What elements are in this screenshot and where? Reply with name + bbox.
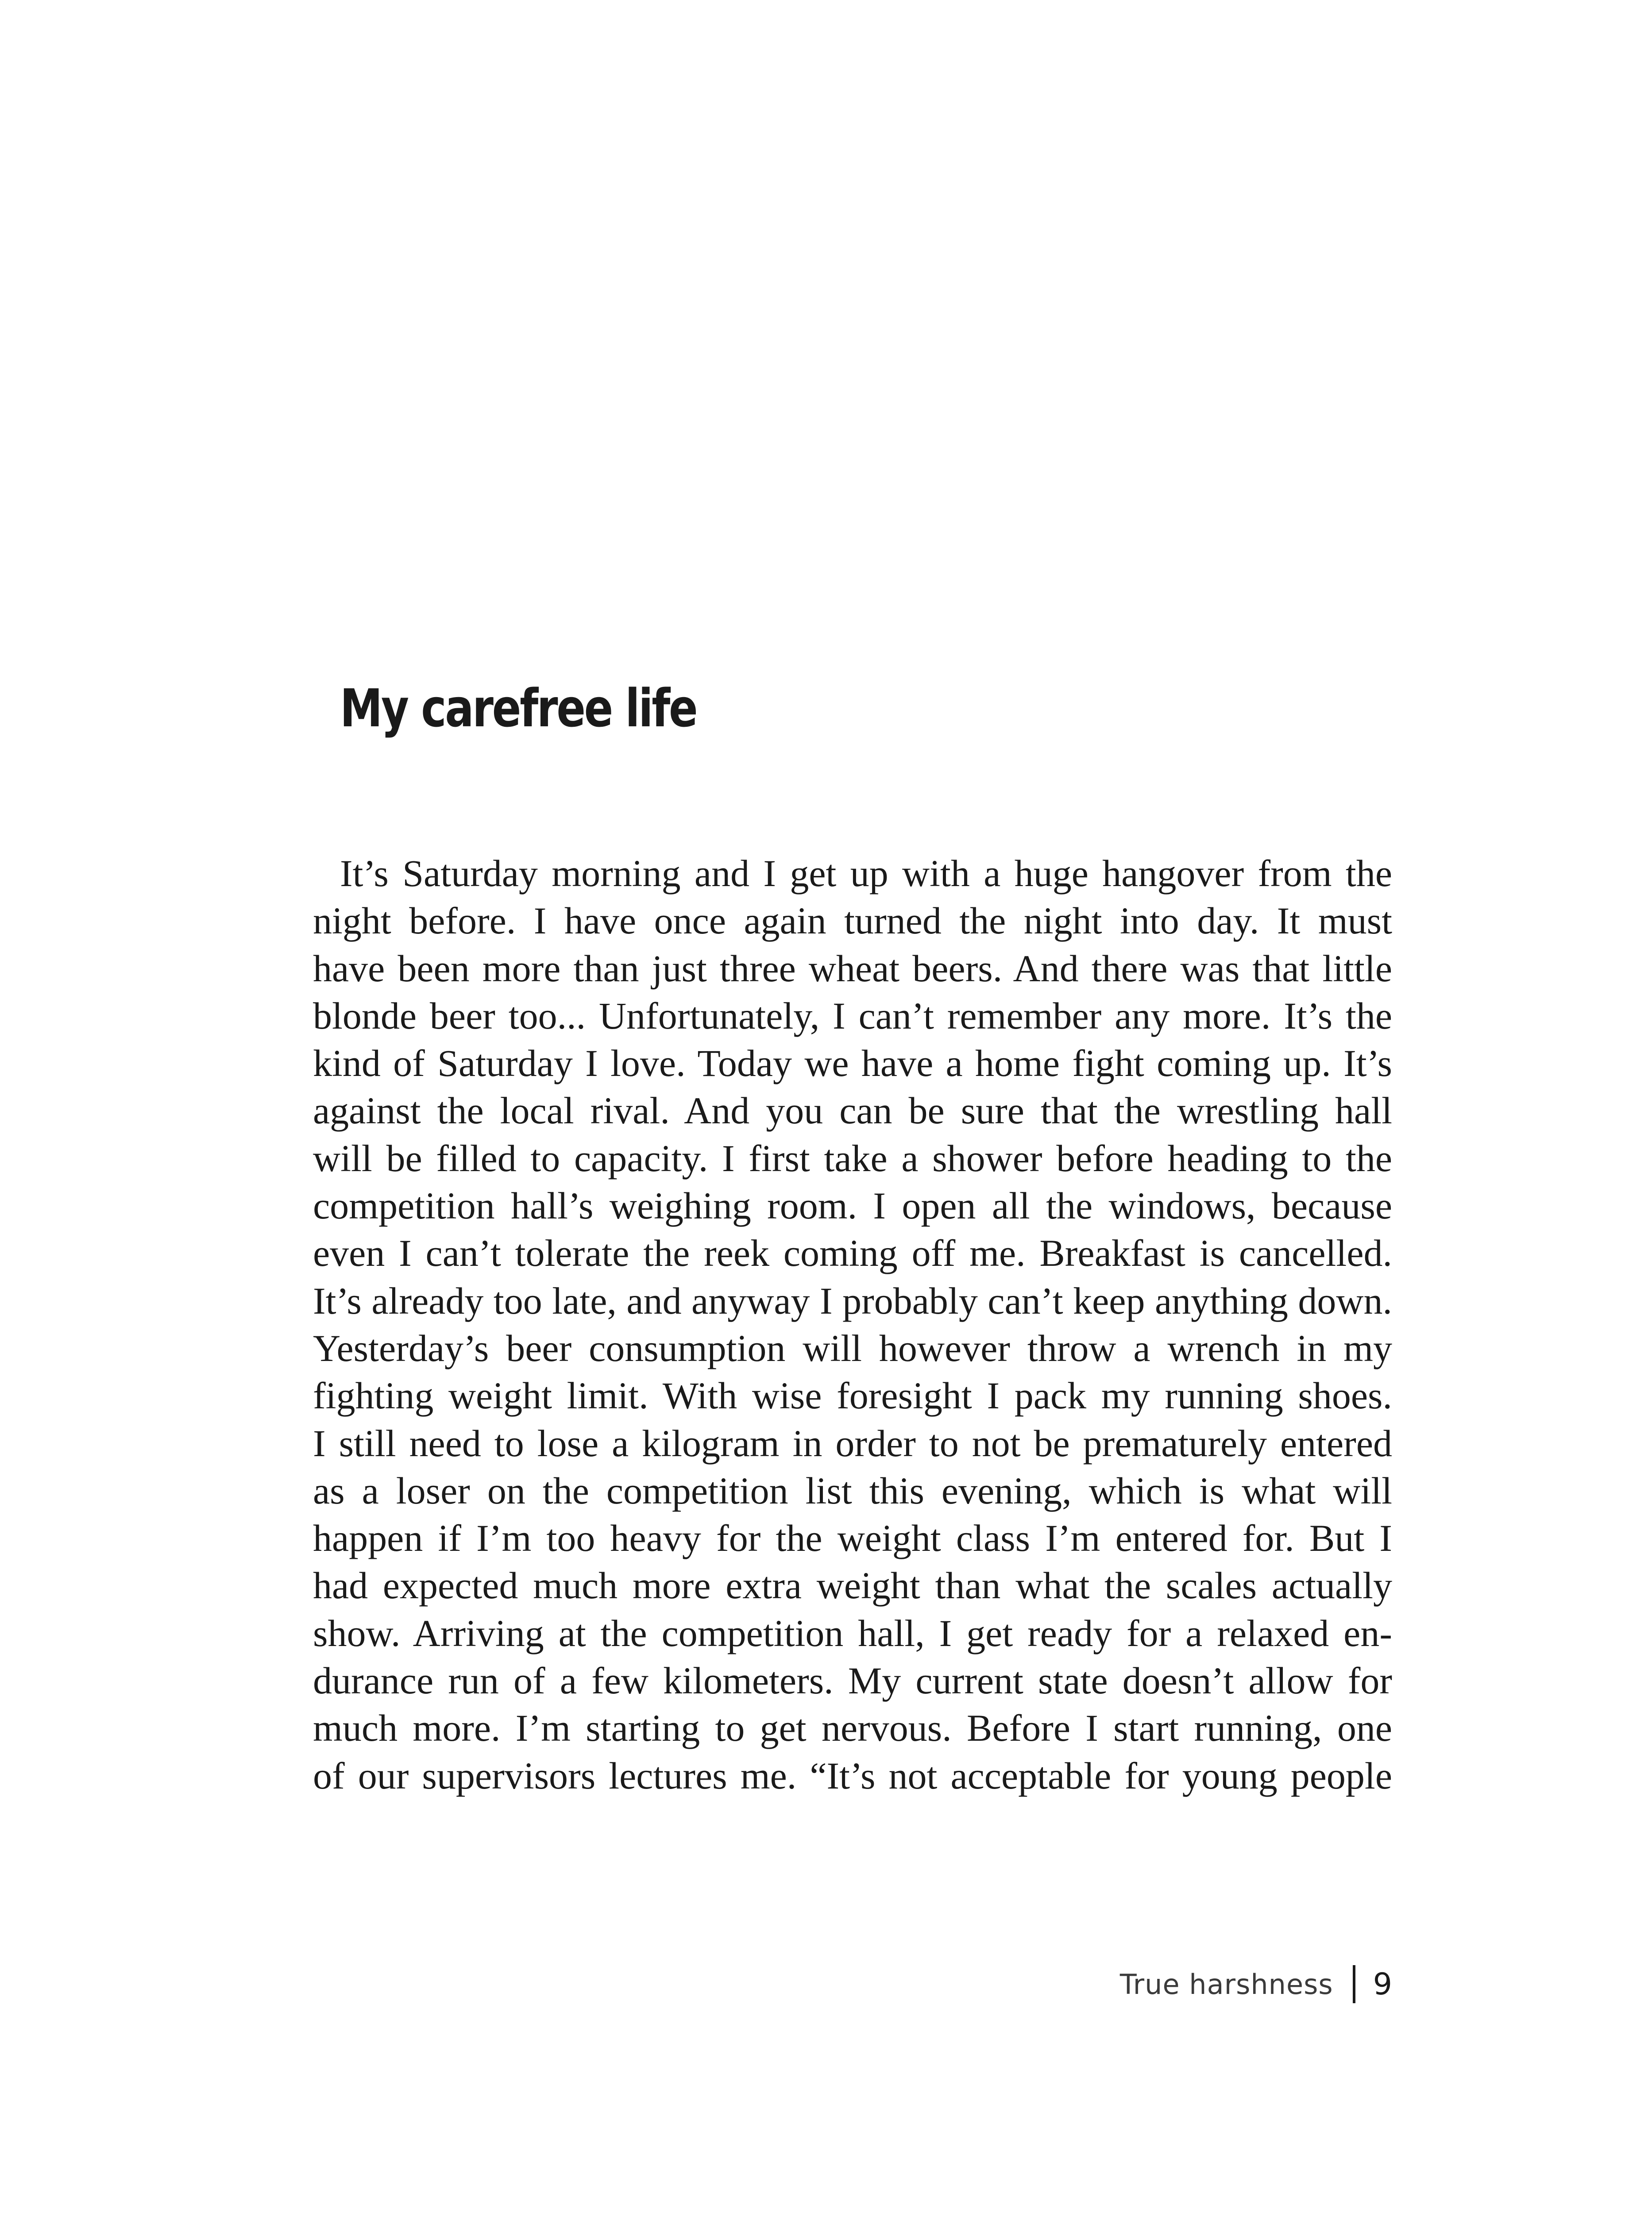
- text-line: have been more than just three wheat beers. And there was that little: [313, 947, 1392, 990]
- chapter-title: My carefree life: [340, 678, 697, 739]
- text-line: It’s Saturday morning and I get up with a huge hangover from the: [340, 852, 1392, 894]
- text-line: blonde beer too... Unfortunately, I can’t remember any more. It’s the: [313, 994, 1392, 1037]
- text-line: night before. I have once again turned the night into day. It must: [313, 899, 1392, 942]
- text-line: competition hall’s weighing room. I open all the windows, because: [313, 1184, 1392, 1227]
- text-line: Yesterday’s beer consumption will however throw a wrench in my: [313, 1326, 1392, 1369]
- text-line: had expected much more extra weight than what the scales actually: [313, 1564, 1392, 1607]
- text-line: happen if I’m too heavy for the weight class I’m entered for. But I: [313, 1517, 1392, 1560]
- text-line: kind of Saturday I love. Today we have a home fight coming up. It’s: [313, 1042, 1392, 1085]
- page-footer: [1120, 1965, 1392, 2003]
- text-line: durance run of a few kilometers. My current state doesn’t allow for: [313, 1659, 1392, 1702]
- text-line: even I can’t tolerate the reek coming off me. Breakfast is cancelled.: [313, 1232, 1392, 1275]
- text-line: much more. I’m starting to get nervous. Before I start running, one: [313, 1707, 1392, 1750]
- text-line: fighting weight limit. With wise foresight I pack my running shoes.: [313, 1374, 1392, 1417]
- running-title: True harshness: [1119, 1968, 1333, 2001]
- text-line: will be filled to capacity. I first take a shower before heading to the: [313, 1137, 1392, 1180]
- text-line: show. Arriving at the competition hall, I get ready for a relaxed en-: [313, 1612, 1392, 1654]
- text-line: It’s already too late, and anyway I probably can’t keep anything down.: [313, 1279, 1392, 1322]
- text-line: as a loser on the competition list this evening, which is what will: [313, 1469, 1392, 1512]
- text-line: I still need to lose a kilogram in order to not be prematurely entered: [313, 1422, 1392, 1465]
- body-paragraph: [313, 850, 1392, 1800]
- page-number: 9: [1373, 1966, 1392, 2002]
- text-line: of our supervisors lectures me. “It’s not acceptable for young people: [313, 1754, 1392, 1797]
- footer-divider: [1353, 1965, 1355, 2003]
- text-line: against the local rival. And you can be sure that the wrestling hall: [313, 1089, 1392, 1132]
